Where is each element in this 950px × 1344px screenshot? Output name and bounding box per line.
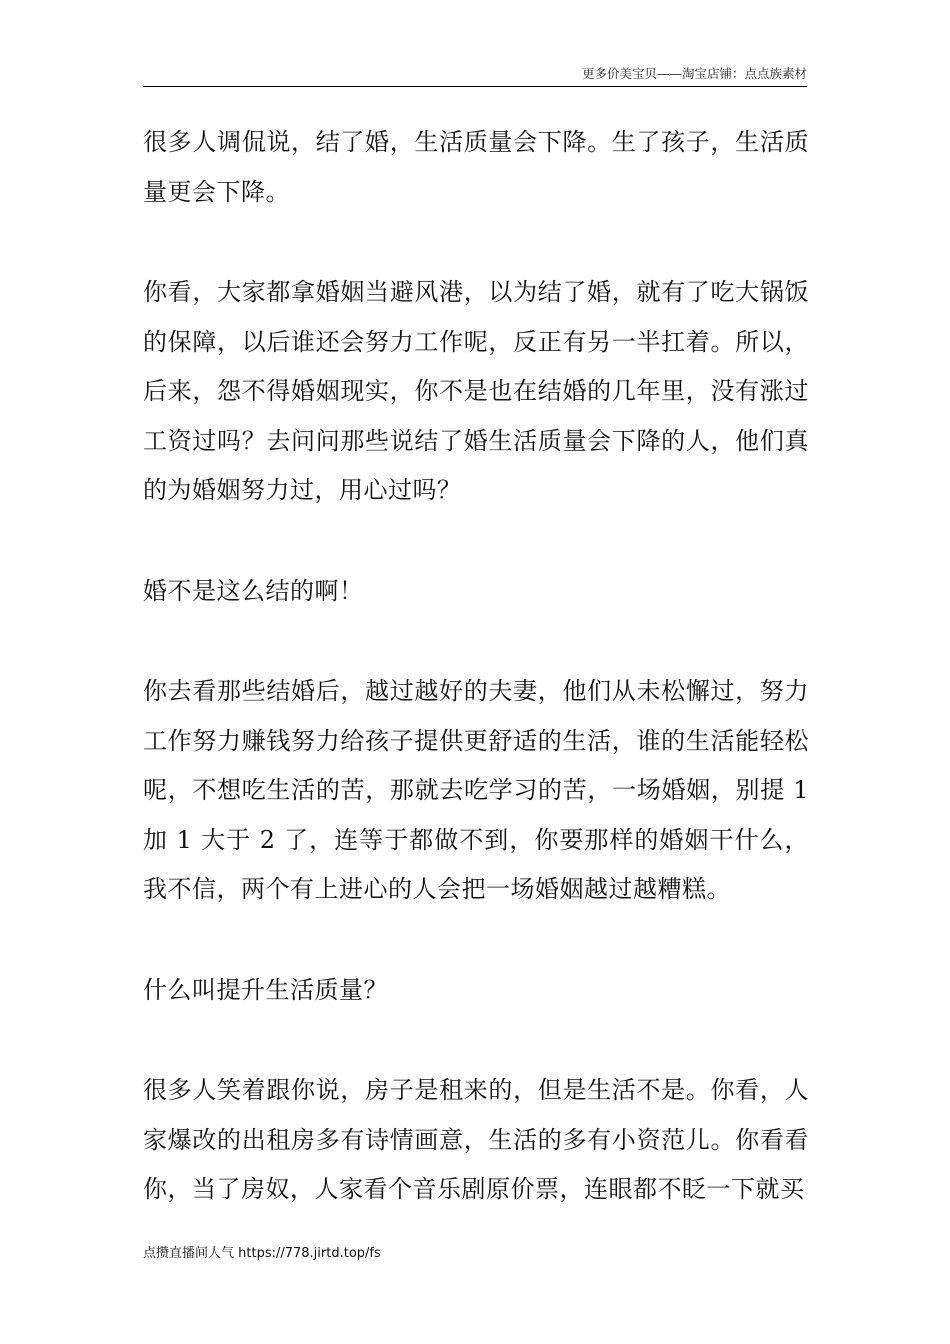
paragraph: 你看，大家都拿婚姻当避风港，以为结了婚，就有了吃大锅饭的保障，以后谁还会努力工作呢，反正有另一半扛着。所以，后来，怨不得婚姻现实，你不是也在结婚的几年里，没有涨过工资过吗？去问问那些说结了婚生活质量会下降的人，他们真的为婚姻努力过，用心过吗？ <box>143 278 809 504</box>
paragraph-gap <box>143 217 809 268</box>
document-body <box>143 118 809 1215</box>
header-text: 更多价美宝贝——淘宝店铺：点点族素材 <box>581 66 807 81</box>
paragraph-gap <box>143 616 809 667</box>
paragraph: 婚不是这么结的啊！ <box>143 576 364 605</box>
paragraph: 很多人调侃说，结了婚，生活质量会下降。生了孩子，生活质量更会下降。 <box>143 128 809 206</box>
paragraph-gap <box>143 516 809 567</box>
paragraph: 什么叫提升生活质量？ <box>143 975 388 1004</box>
paragraph-gap <box>143 915 809 966</box>
paragraph: 你去看那些结婚后，越过越好的夫妻，他们从未松懈过，努力工作努力赚钱努力给孩子提供更舒适的生活，谁的生活能轻松呢，不想吃生活的苦，那就去吃学习的苦，一场婚姻，别提 1 加 1 大于 2 了，连等于都做不到，你要那样的婚姻干什么，我不信，两个有上进心的人会把一场婚姻越过越糟糕。 <box>143 677 809 903</box>
page-footer: 点攒直播间人气 https://778.jirtd.top/fs <box>143 1246 381 1261</box>
paragraph: 很多人笑着跟你说，房子是租来的，但是生活不是。你看，人家爆改的出租房多有诗情画意，生活的多有小资范儿。你看看你，当了房奴，人家看个音乐剧原价票，连眼都不眨一下就买 <box>143 1076 809 1203</box>
page-header <box>143 66 807 87</box>
paragraph-gap <box>143 1015 809 1066</box>
